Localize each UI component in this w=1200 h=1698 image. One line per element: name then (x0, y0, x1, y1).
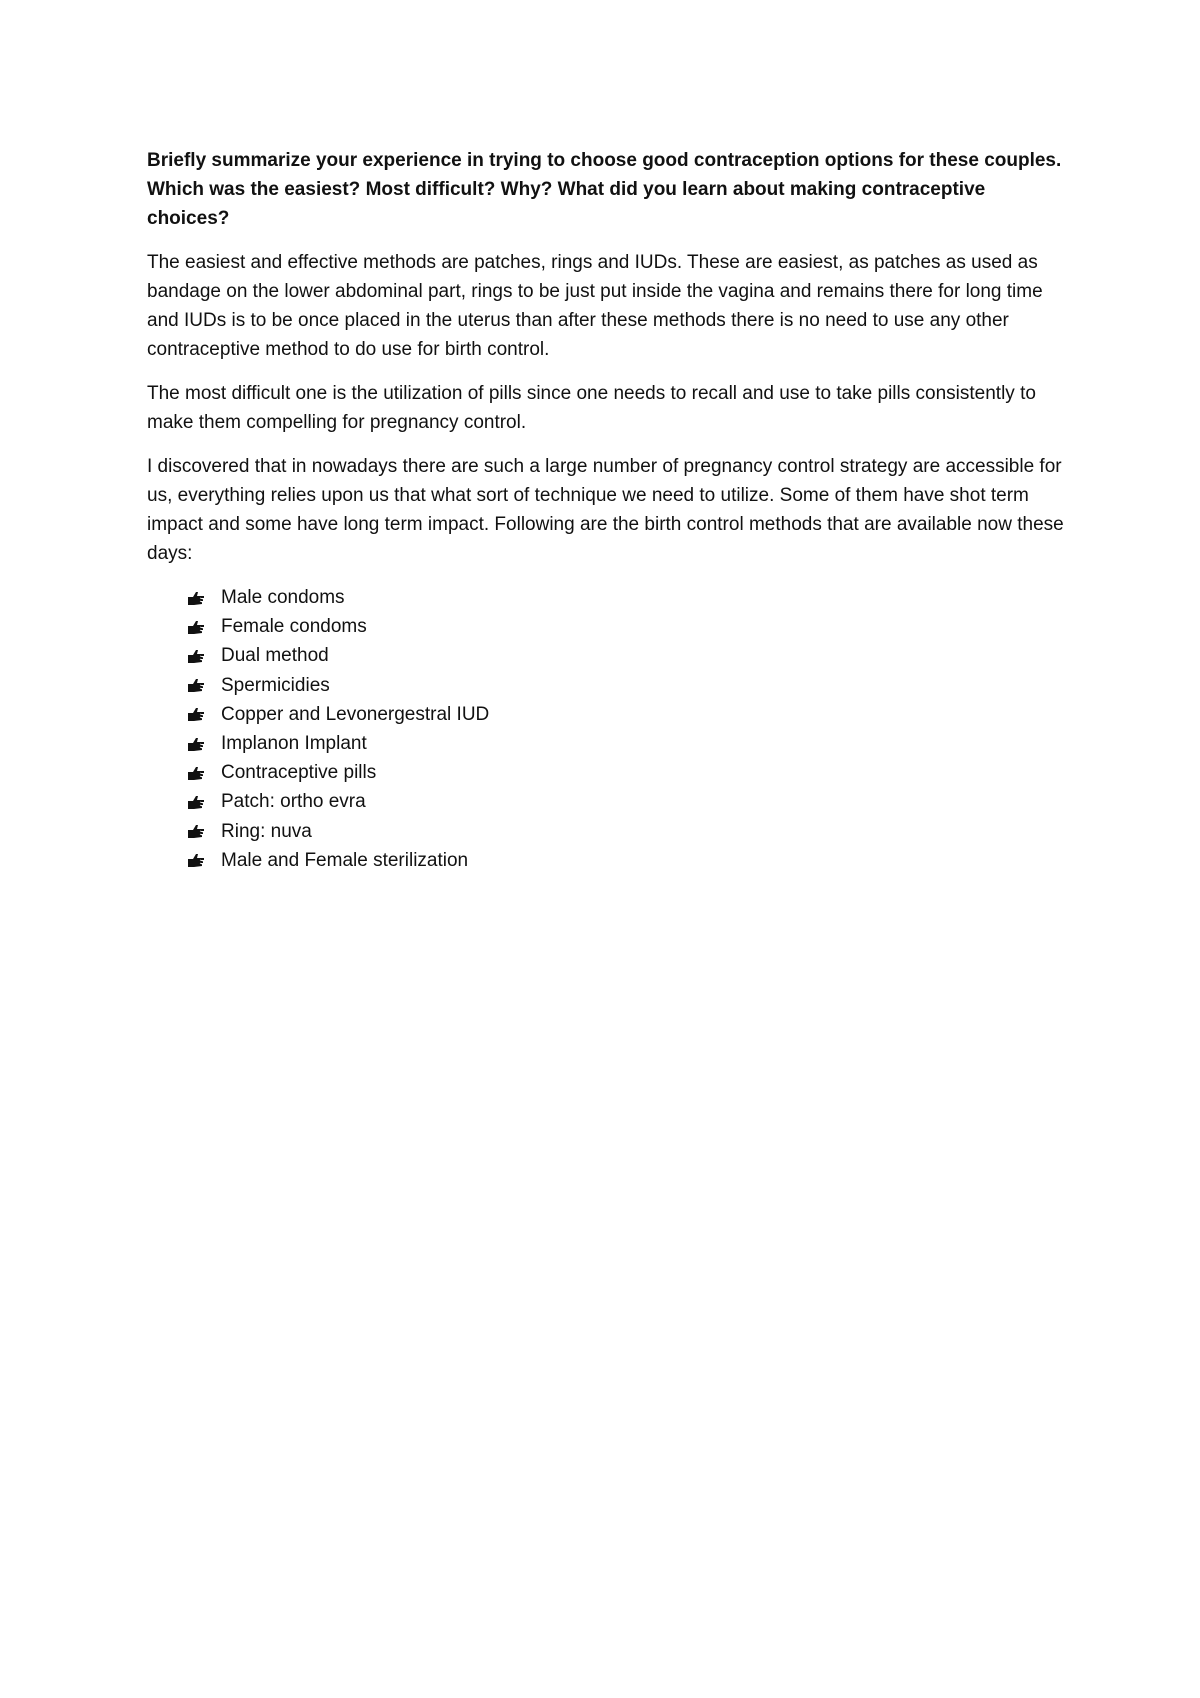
list-item (187, 612, 1067, 641)
list-item (187, 758, 1067, 787)
list-item (187, 787, 1067, 816)
list-item-label: Male and Female sterilization (221, 849, 469, 871)
pointing-hand-icon (187, 794, 221, 810)
pointing-hand-icon (187, 852, 221, 868)
list-item-label: Implanon Implant (221, 733, 367, 755)
list-item (187, 817, 1067, 846)
pointing-hand-icon (187, 590, 221, 606)
list-item-label: Ring: nuva (221, 820, 312, 842)
pointing-hand-icon (187, 677, 221, 693)
list-item-label: Patch: ortho evra (221, 791, 366, 813)
document-body (147, 146, 1067, 875)
list-item (187, 671, 1067, 700)
pointing-hand-icon (187, 736, 221, 752)
answer-paragraph-1: The easiest and effective methods are patches, rings and IUDs. These are easiest, as patches as used as bandage on the lower abdominal part, rings to be just put inside the vagina and remains there for long time and IUDs is to be once placed in the uterus than after these methods there is no need to use any other contraceptive method to do use for birth control. (147, 252, 1043, 360)
list-item-label: Male condoms (221, 587, 345, 608)
list-item-label: Contraceptive pills (221, 762, 377, 784)
question-heading: Briefly summarize your experience in trying to choose good contraception options for these couples. Which was the easiest? Most difficult? Why? What did you learn about making contraceptive choices? (147, 150, 1062, 229)
list-item-label: Dual method (221, 645, 329, 667)
pointing-hand-icon (187, 823, 221, 839)
pointing-hand-icon (187, 765, 221, 781)
pointing-hand-icon (187, 619, 221, 635)
answer-paragraph-2: The most difficult one is the utilization of pills since one needs to recall and use to take pills consistently to make them compelling for pregnancy control. (147, 383, 1036, 433)
pointing-hand-icon (187, 648, 221, 664)
list-item-label: Female condoms (221, 616, 367, 638)
list-item (187, 700, 1067, 729)
list-item (187, 641, 1067, 670)
list-item-label: Copper and Levonergestral IUD (221, 703, 490, 725)
list-item (187, 583, 1067, 612)
answer-paragraph-3: I discovered that in nowadays there are such a large number of pregnancy control strategy are accessible for us, everything relies upon us that what sort of technique we need to utilize. Some of them have shot term impact and some have long term impact. Following are the birth control methods that are available now these days: (147, 456, 1064, 564)
list-item (187, 846, 1067, 875)
pointing-hand-icon (187, 706, 221, 722)
list-item-label: Spermicidies (221, 674, 330, 696)
methods-list (187, 583, 1067, 875)
list-item (187, 729, 1067, 758)
